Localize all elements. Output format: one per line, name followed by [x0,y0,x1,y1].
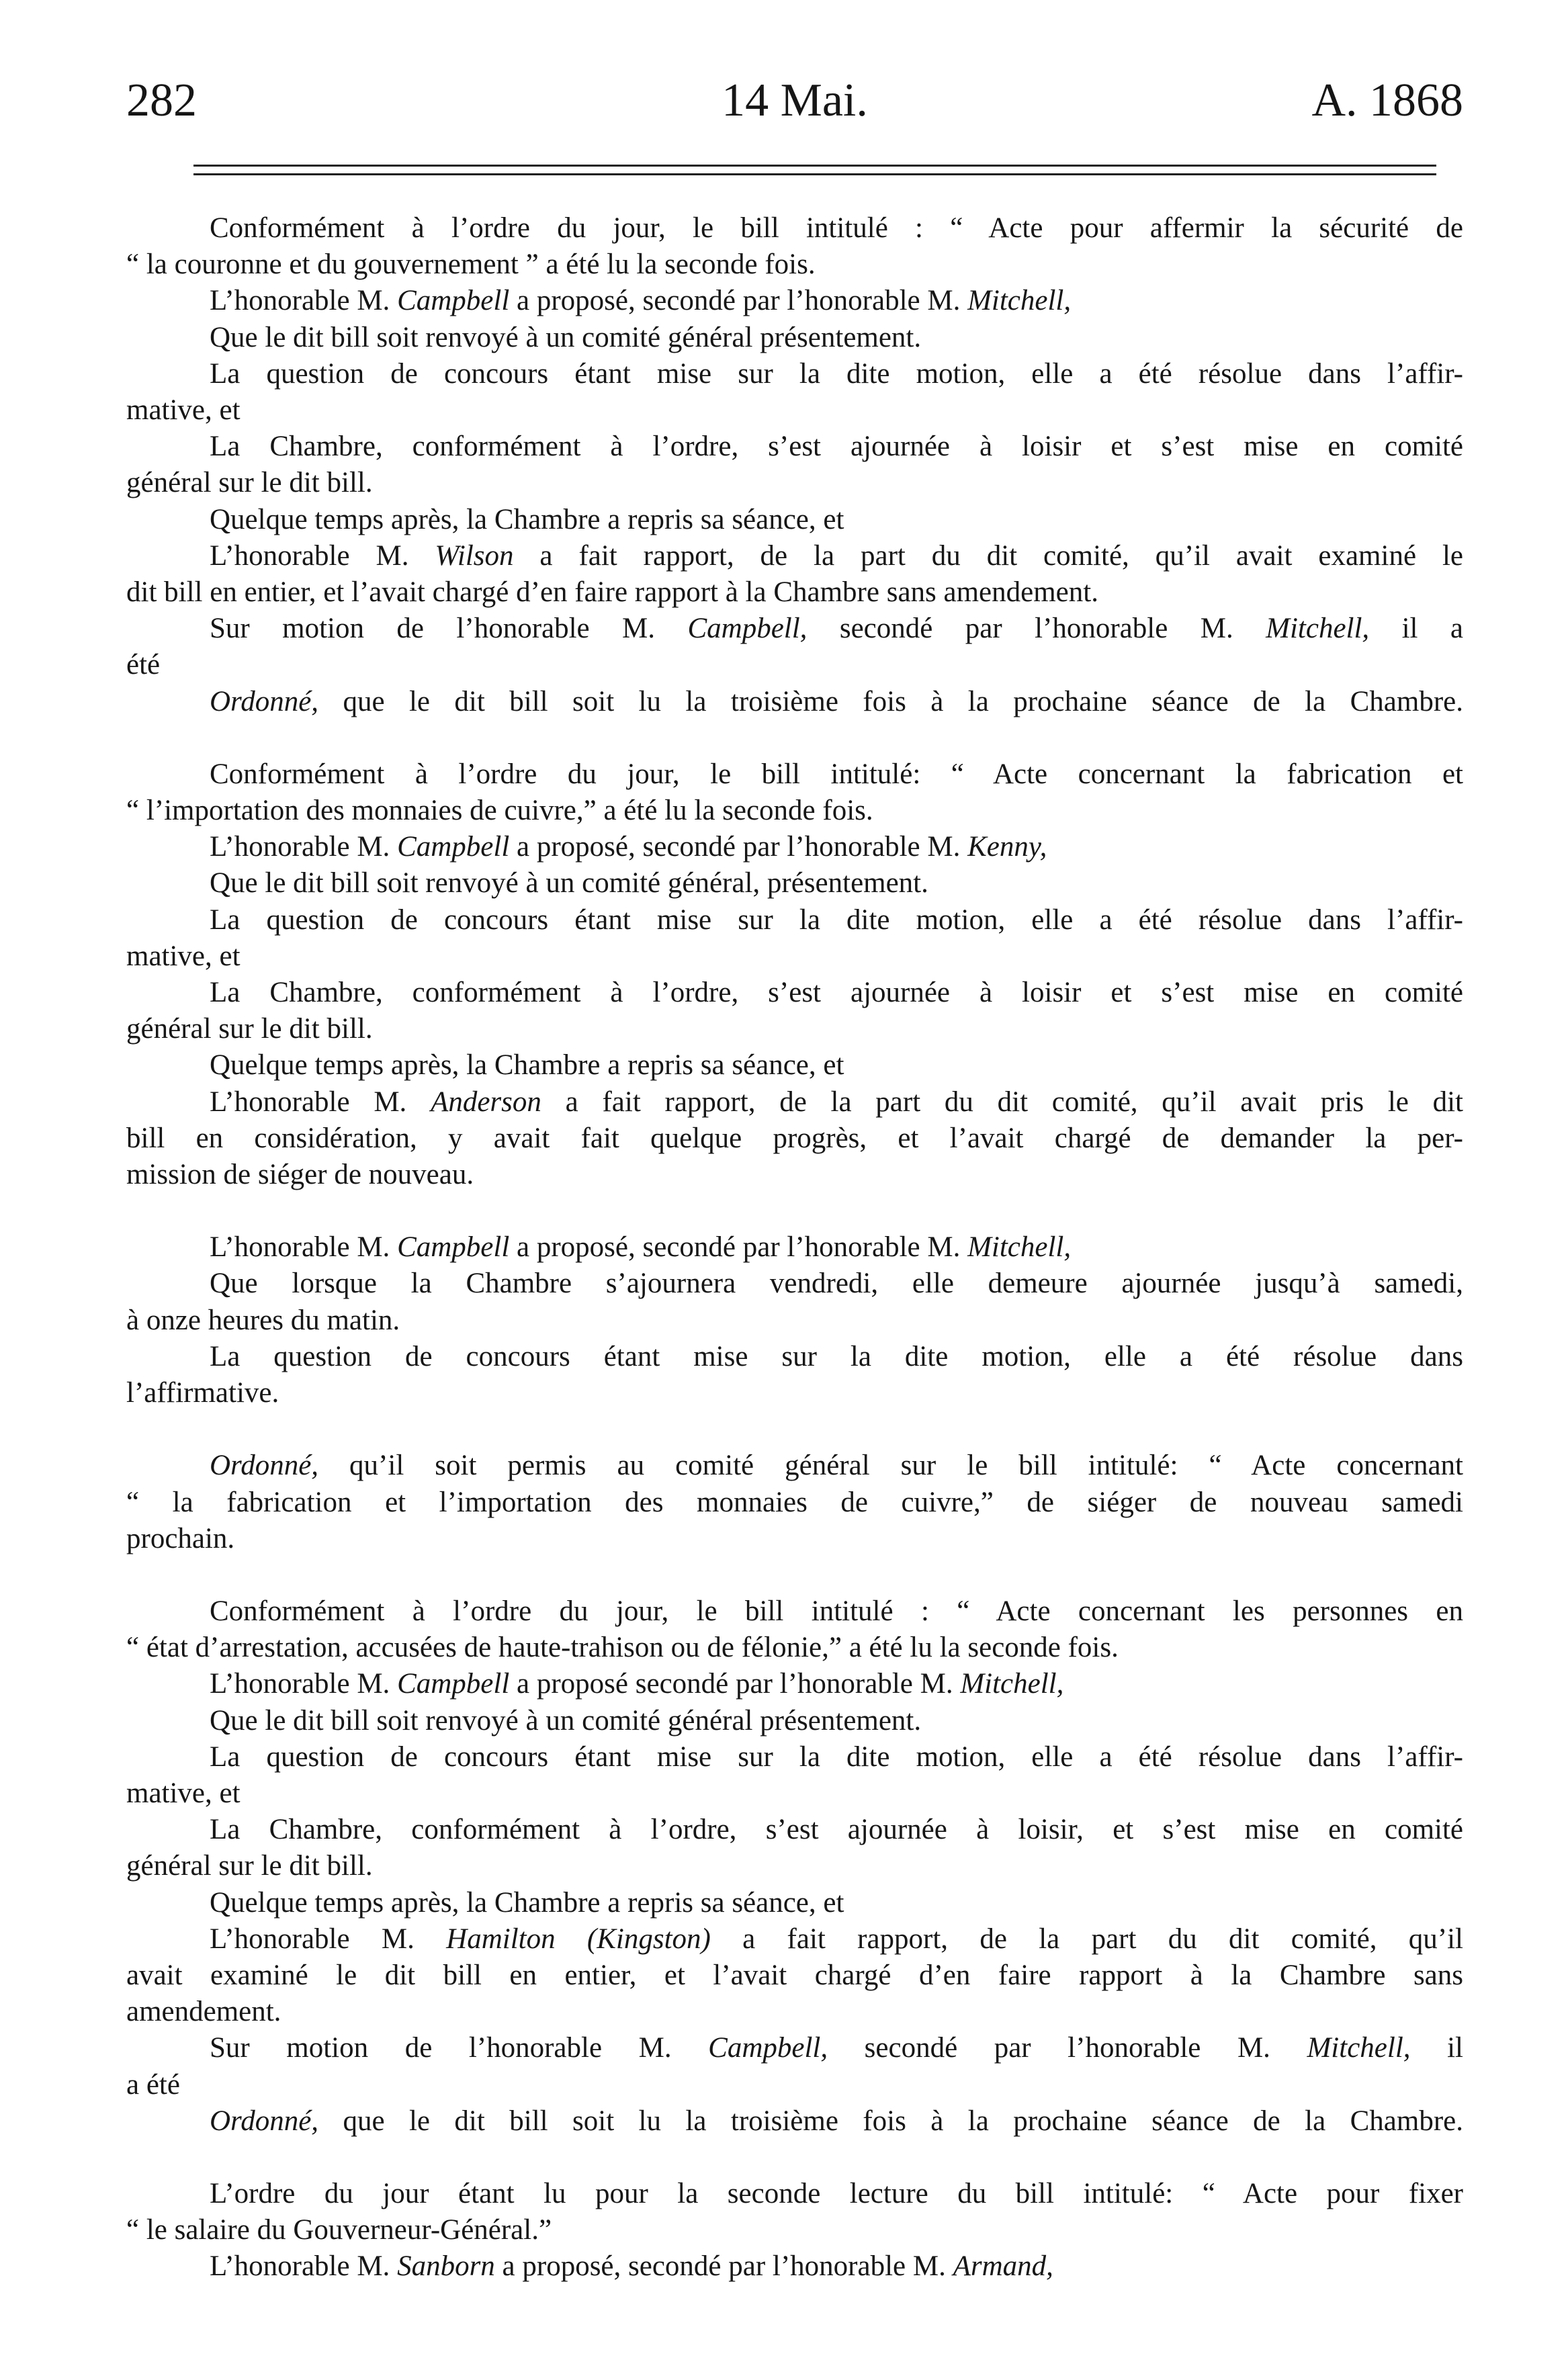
page-header [126,71,1463,131]
text-line: général sur le dit bill. [126,1850,373,1882]
text-line: amendement. [126,1996,281,2028]
member-name: Campbell, [687,613,808,645]
member-name: Mitchell, [967,285,1072,317]
text-line: “ le salaire du Gouverneur-Général.” [126,2214,552,2246]
text-line: “ la fabrication et l’importation des monnaies de cuivre,” de siéger de nouveau samedi [126,1486,1463,1518]
text-line: Quelque temps après, la Chambre a repris sa séance, et [210,1886,844,1919]
member-name: Campbell, [708,2032,828,2064]
entry-copper-coin-bill [126,756,1463,1193]
entry-adjournment-motion [126,1229,1463,1411]
text-line: Ordonné, qu’il soit permis au comité général sur le bill intitulé: “ Acte concernant [210,1450,1463,1482]
text-line: été [126,649,161,681]
member-name: Anderson [431,1086,541,1118]
text-line: général sur le dit bill. [126,1013,373,1045]
text-line: Quelque temps après, la Chambre a repris sa séance, et [210,503,844,535]
text-line: Conformément à l’ordre du jour, le bill intitulé: “ Acte concernant la fabrication et [210,758,1463,790]
header-rule-bottom [193,173,1436,175]
member-name: Sanborn [397,2250,495,2283]
text-line: à onze heures du matin. [126,1304,400,1336]
member-name: Campbell [397,1668,510,1700]
entry-security-bill [126,210,1463,720]
text-line: La Chambre, conformément à l’ordre, s’est ajournée à loisir et s’est mise en comité [210,977,1463,1009]
member-name: Kenny, [967,831,1047,863]
text-line: dit bill en entier, et l’avait chargé d’en faire rapport à la Chambre sans amendement. [126,576,1098,609]
member-name: Campbell [397,1231,510,1264]
header-rule-top [193,165,1436,167]
member-name: Wilson [435,539,514,572]
text-line: Conformément à l’ordre du jour, le bill intitulé : “ Acte concernant les personnes en [210,1595,1463,1627]
text-line: a été [126,2068,180,2101]
text-line: bill en considération, y avait fait quelque progrès, et l’avait chargé de demander la per- [126,1122,1463,1154]
text-line: Conformément à l’ordre du jour, le bill intitulé : “ Acte pour affermir la sécurité de [210,212,1463,244]
text-line: prochain. [126,1522,235,1554]
text-line: “ état d’arrestation, accusées de haute-trahison ou de félonie,” a été lu la seconde fois. [126,1632,1119,1664]
text-line: mission de siéger de nouveau. [126,1159,474,1191]
running-date: 14 Mai. [722,75,868,126]
entry-committee-order [126,1448,1463,1557]
text-line: La Chambre, conformément à l’ordre, s’est ajournée à loisir et s’est mise en comité [210,431,1463,463]
text-line: mative, et [126,394,241,427]
journal-body [126,210,1463,2285]
page-number: 282 [126,75,197,126]
text-line: L’honorable M. Campbell a proposé, secondé par l’honorable M. Mitchell, [210,1231,1072,1264]
text-line: Sur motion de l’honorable M. Campbell, secondé par l’honorable M. Mitchell, il a [210,613,1463,645]
ordered-label: Ordonné, [210,2105,319,2137]
text-line: La question de concours étant mise sur la dite motion, elle a été résolue dans l’affir- [210,904,1463,936]
member-name: Campbell [397,831,510,863]
member-name: Mitchell, [967,1231,1072,1264]
text-line: L’honorable M. Campbell a proposé, secondé par l’honorable M. Mitchell, [210,285,1072,317]
text-line: l’affirmative. [126,1377,279,1409]
session-year: A. 1868 [1311,75,1463,126]
entry-governor-salary-bill [126,2176,1463,2285]
text-line: Que le dit bill soit renvoyé à un comité général présentement. [210,1704,922,1736]
member-name: Mitchell, [1307,2032,1411,2064]
text-line: avait examiné le dit bill en entier, et l’avait chargé d’en faire rapport à la Chambre sans [126,1959,1463,1991]
member-name: Mitchell, [1266,613,1370,645]
text-line: Que le dit bill soit renvoyé à un comité général, présentement. [210,867,928,899]
text-line: L’honorable M. Wilson a fait rapport, de la part du dit comité, qu’il avait examiné le [210,539,1463,572]
text-line: Ordonné, que le dit bill soit lu la troisième fois à la prochaine séance de la Chambre. [210,685,1463,717]
text-line: L’honorable M. Campbell a proposé, secondé par l’honorable M. Kenny, [210,831,1047,863]
text-line: Sur motion de l’honorable M. Campbell, secondé par l’honorable M. Mitchell, il [210,2032,1463,2064]
member-name: Campbell [397,285,510,317]
text-line: général sur le dit bill. [126,467,373,499]
entry-arrest-bill [126,1593,1463,2140]
text-line: Que lorsque la Chambre s’ajournera vendredi, elle demeure ajournée jusqu’à samedi, [210,1268,1463,1300]
text-line: L’ordre du jour étant lu pour la seconde lecture du bill intitulé: “ Acte pour fixer [210,2177,1463,2209]
text-line: La Chambre, conformément à l’ordre, s’est ajournée à loisir, et s’est mise en comité [210,1814,1463,1846]
text-line: mative, et [126,1777,241,1809]
member-name: Mitchell, [960,1668,1064,1700]
text-line: “ l’importation des monnaies de cuivre,” a été lu la seconde fois. [126,795,873,827]
text-line: L’honorable M. Hamilton (Kingston) a fait rapport, de la part du dit comité, qu’il [210,1923,1463,1955]
text-line: La question de concours étant mise sur la dite motion, elle a été résolue dans l’affir- [210,1741,1463,1773]
text-line: Que le dit bill soit renvoyé à un comité général présentement. [210,321,922,353]
text-line: “ la couronne et du gouvernement ” a été lu la seconde fois. [126,249,816,281]
member-name: Armand, [953,2250,1053,2283]
text-line: mative, et [126,940,241,972]
text-line: Quelque temps après, la Chambre a repris sa séance, et [210,1049,844,1082]
text-line: L’honorable M. Anderson a fait rapport, de la part du dit comité, qu’il avait pris le dit [210,1086,1463,1118]
ordered-label: Ordonné, [210,1450,319,1482]
text-line: L’honorable M. Campbell a proposé secondé par l’honorable M. Mitchell, [210,1668,1064,1700]
text-line: La question de concours étant mise sur la dite motion, elle a été résolue dans l’affir- [210,357,1463,390]
text-line: La question de concours étant mise sur la dite motion, elle a été résolue dans [210,1340,1463,1372]
ordered-label: Ordonné, [210,685,319,717]
member-name: Hamilton (Kingston) [446,1923,711,1955]
text-line: L’honorable M. Sanborn a proposé, secondé par l’honorable M. Armand, [210,2250,1053,2283]
text-line: Ordonné, que le dit bill soit lu la troisième fois à la prochaine séance de la Chambre. [210,2105,1463,2137]
